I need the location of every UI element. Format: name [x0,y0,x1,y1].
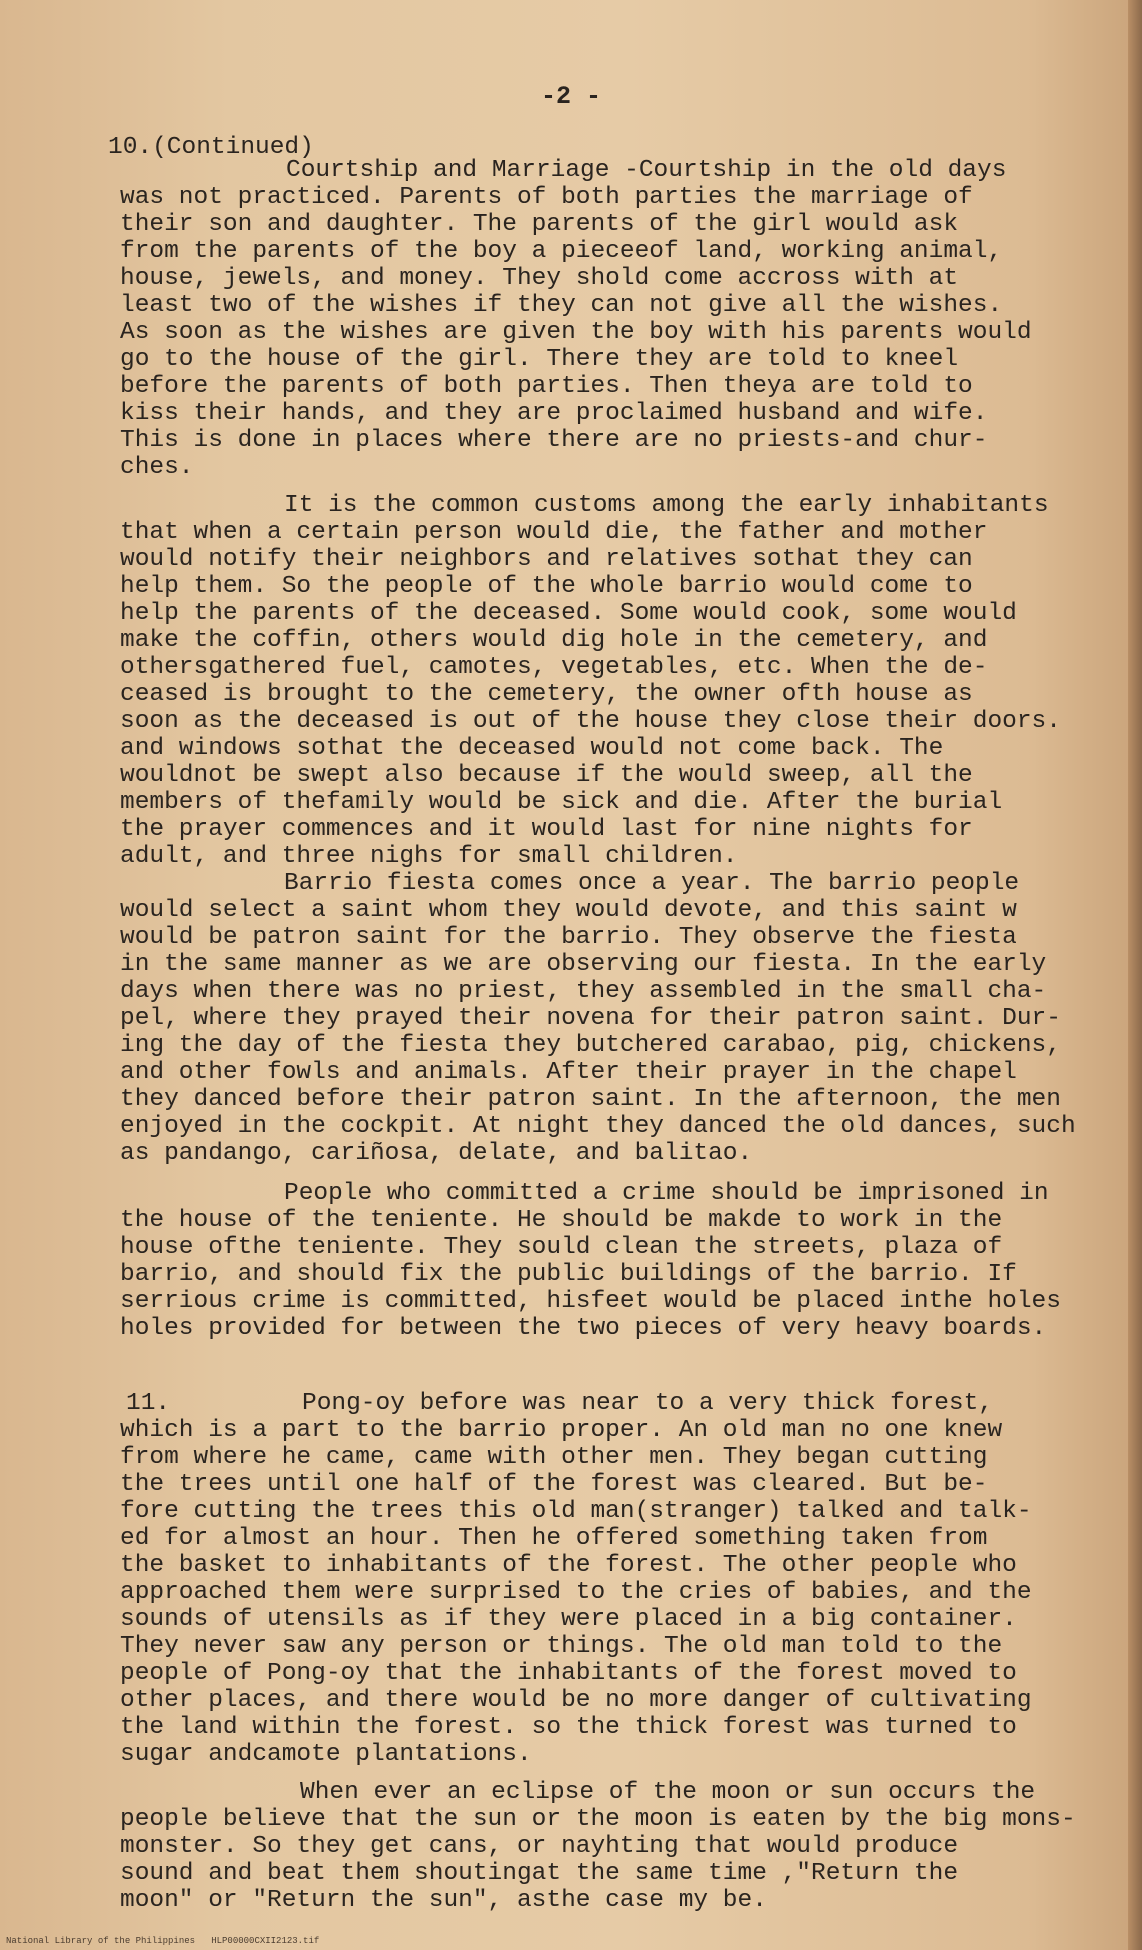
text-line: adult, and three nighs for small children. [120,843,738,870]
text-line: ed for almost an hour. Then he offered something taken from [120,1525,988,1552]
text-line: and other fowls and animals. After their prayer in the chapel [120,1059,1017,1086]
text-line: They never saw any person or things. The old man told to the [120,1633,1003,1660]
text-line: sugar andcamote plantations. [120,1741,532,1768]
text-line: in the same manner as we are observing our fiesta. In the early [120,951,1047,978]
text-line: This is done in places where there are no priests-and chur- [120,427,988,454]
text-line: people of Pong-oy that the inhabitants of the forest moved to [120,1660,1017,1687]
text-line: othersgathered fuel, camotes, vegetables, etc. When the de- [120,654,988,681]
text-line: Courtship and Marriage -Courtship in the old days [286,157,1007,184]
text-line: serrious crime is committed, hisfeet would be placed inthe holes [120,1288,1061,1315]
text-line: least two of the wishes if they can not give all the wishes. [120,292,1003,319]
text-line: It is the common customs among the early inhabitants [284,492,1049,519]
text-line: ing the day of the fiesta they butchered carabao, pig, chickens, [120,1032,1061,1059]
text-line: as pandango, cariñosa, delate, and balitao. [120,1140,753,1167]
text-line: Barrio fiesta comes once a year. The barrio people [284,870,1020,897]
text-line: the prayer commences and it would last for nine nights for [120,816,973,843]
text-line: was not practiced. Parents of both parties the marriage of [120,184,973,211]
text-line: fore cutting the trees this old man(stranger) talked and talk- [120,1498,1032,1525]
text-line: kiss their hands, and they are proclaimed husband and wife. [120,400,988,427]
text-line: would notify their neighbors and relatives sothat they can [120,546,973,573]
text-line: they danced before their patron saint. In the afternoon, the men [120,1086,1061,1113]
text-line: As soon as the wishes are given the boy with his parents would [120,319,1032,346]
text-line: from the parents of the boy a pieceeof land, working animal, [120,238,1003,265]
text-line: their son and daughter. The parents of the girl would ask [120,211,959,238]
text-line: moon" or "Return the sun", asthe case my be. [120,1887,767,1914]
text-line: people believe that the sun or the moon is eaten by the big mons- [120,1806,1076,1833]
text-line: other places, and there would be no more danger of cultivating [120,1687,1032,1714]
text-line: soon as the deceased is out of the house they close their doors. [120,708,1061,735]
text-line: Pong-oy before was near to a very thick forest, [302,1390,994,1417]
text-line: would select a saint whom they would devote, and this saint w [120,897,1017,924]
text-line: members of thefamily would be sick and die. After the burial [120,789,1003,816]
text-line: the house of the teniente. He should be makde to work in the [120,1207,1003,1234]
text-line: which is a part to the barrio proper. An old man no one knew [120,1417,1003,1444]
text-line: approached them were surprised to the cries of babies, and the [120,1579,1032,1606]
text-line: house ofthe teniente. They sould clean the streets, plaza of [120,1234,1003,1261]
text-line: the trees until one half of the forest was cleared. But be- [120,1471,988,1498]
text-line: monster. So they get cans, or nayhting that would produce [120,1833,959,1860]
text-line: ches. [120,454,194,481]
text-line: sound and beat them shoutingat the same time ,"Return the [120,1860,959,1887]
text-line: house, jewels, and money. They shold come accross with at [120,265,959,292]
text-line: and windows sothat the deceased would not come back. The [120,735,944,762]
text-line: would be patron saint for the barrio. They observe the fiesta [120,924,1017,951]
section-10-heading: 10.(Continued) [108,134,314,161]
text-line: that when a certain person would die, the father and mother [120,519,988,546]
text-line: go to the house of the girl. There they are told to kneel [120,346,959,373]
text-line: help the parents of the deceased. Some would cook, some would [120,600,1017,627]
archive-footer: National Library of the Philippines HLP00000CXII2123.tif [6,1936,320,1946]
text-line: ceased is brought to the cemetery, the owner ofth house as [120,681,973,708]
text-line: make the coffin, others would dig hole in the cemetery, and [120,627,988,654]
text-line: days when there was no priest, they assembled in the small cha- [120,978,1047,1005]
text-line: the land within the forest. so the thick forest was turned to [120,1714,1017,1741]
text-line: from where he came, came with other men. They began cutting [120,1444,988,1471]
text-line: enjoyed in the cockpit. At night they danced the old dances, such [120,1113,1076,1140]
section-11-number: 11. [126,1390,171,1417]
page-number: -2 - [540,82,601,111]
text-line: People who committed a crime should be imprisoned in [284,1180,1049,1207]
text-line: barrio, and should fix the public buildings of the barrio. If [120,1261,1017,1288]
text-line: When ever an eclipse of the moon or sun occurs the [300,1779,1036,1806]
text-line: help them. So the people of the whole barrio would come to [120,573,973,600]
text-line: before the parents of both parties. Then theya are told to [120,373,973,400]
text-line: holes provided for between the two pieces of very heavy boards. [120,1315,1047,1342]
text-line: wouldnot be swept also because if the would sweep, all the [120,762,973,789]
text-line: pel, where they prayed their novena for their patron saint. Dur- [120,1005,1061,1032]
text-line: sounds of utensils as if they were placed in a big container. [120,1606,1017,1633]
text-line: the basket to inhabitants of the forest. The other people who [120,1552,1017,1579]
page-edge [1128,0,1142,1950]
